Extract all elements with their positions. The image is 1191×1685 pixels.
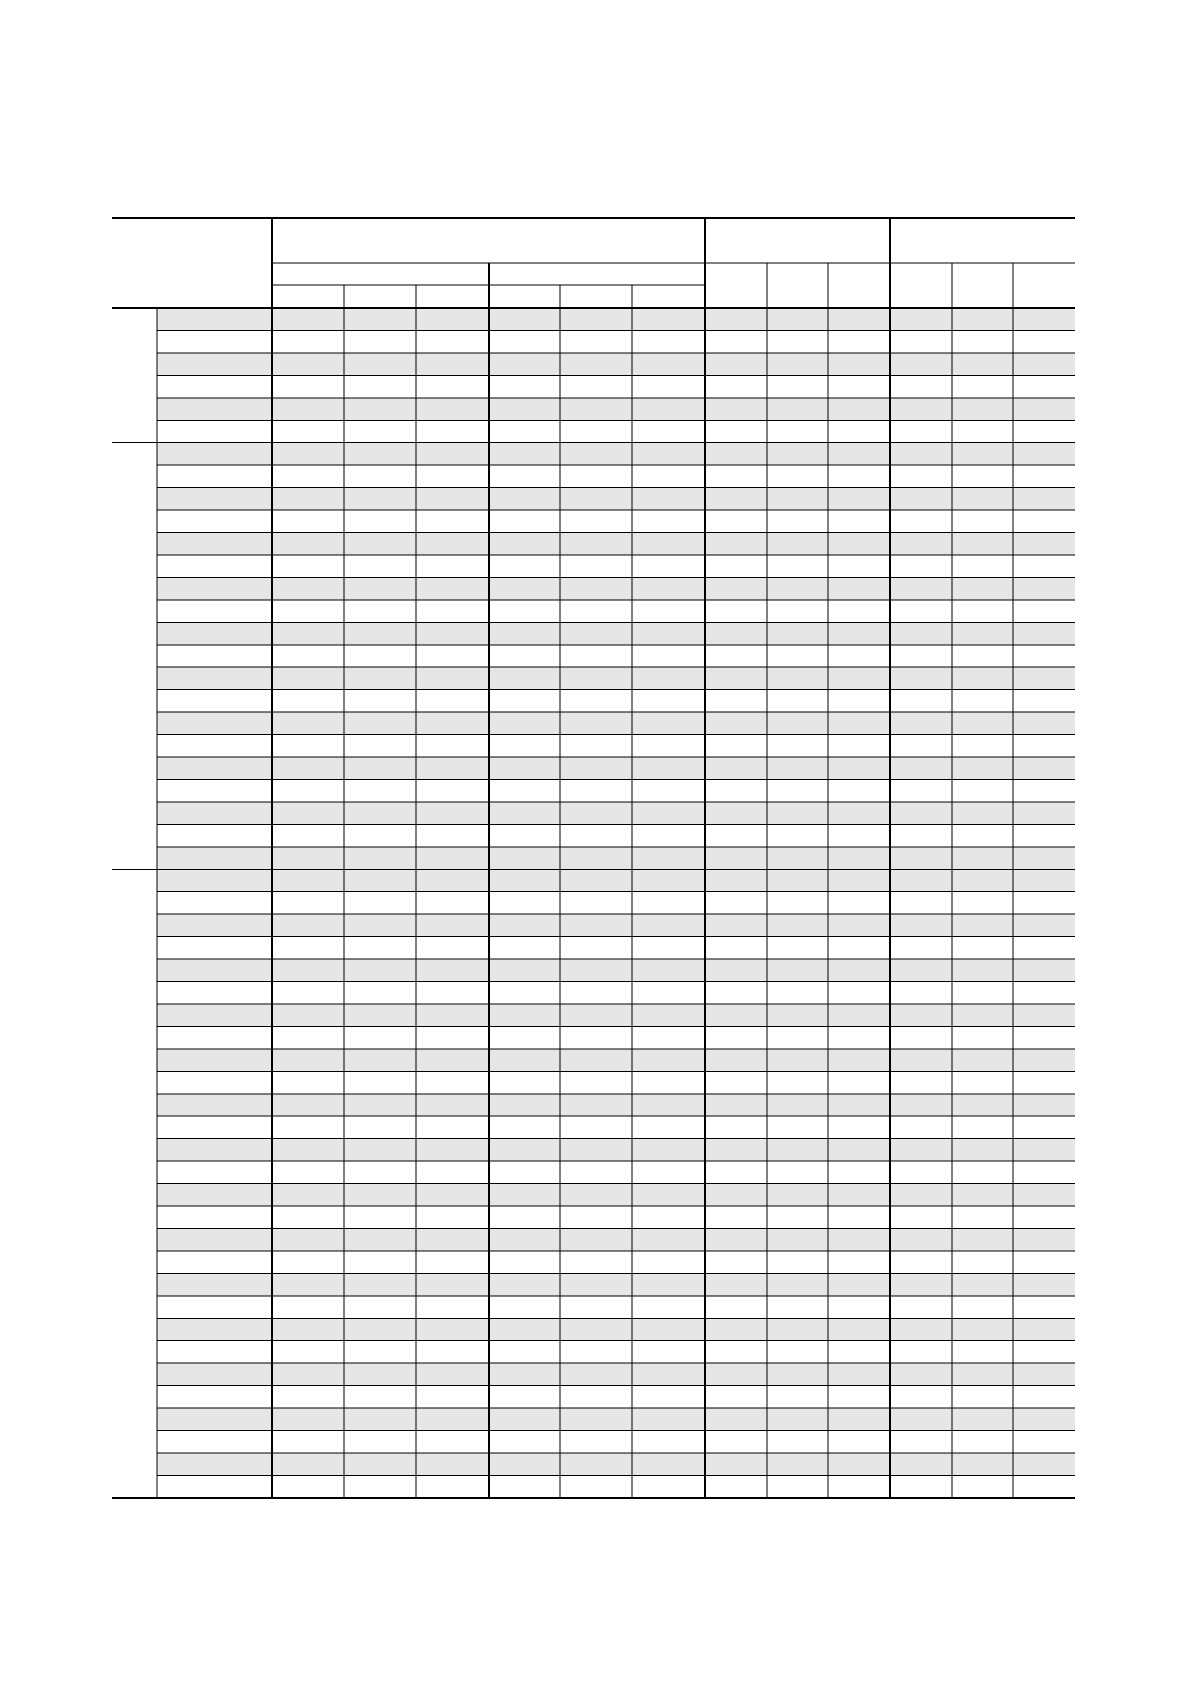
shaded-row [157,1094,1075,1116]
shaded-row [157,712,1075,734]
shaded-row [157,622,1075,644]
shaded-row [157,959,1075,981]
shaded-row [157,847,1075,869]
shaded-row [157,1184,1075,1206]
shaded-row [157,443,1075,465]
shaded-row [157,1139,1075,1161]
shaded-row [157,1408,1075,1430]
shaded-row [157,1318,1075,1340]
shaded-row [157,308,1075,330]
shaded-row [157,1228,1075,1250]
shaded-row [157,757,1075,779]
shaded-row [157,667,1075,689]
shaded-row [157,353,1075,375]
shaded-row [157,914,1075,936]
shaded-row [157,1049,1075,1071]
shaded-row [157,577,1075,599]
shaded-row [157,398,1075,420]
shaded-row [157,1453,1075,1475]
shaded-row [157,1273,1075,1295]
shaded-row [157,802,1075,824]
shaded-row [157,1363,1075,1385]
shaded-row [157,869,1075,891]
shaded-row [157,1004,1075,1026]
shaded-row [157,533,1075,555]
shaded-row [157,488,1075,510]
